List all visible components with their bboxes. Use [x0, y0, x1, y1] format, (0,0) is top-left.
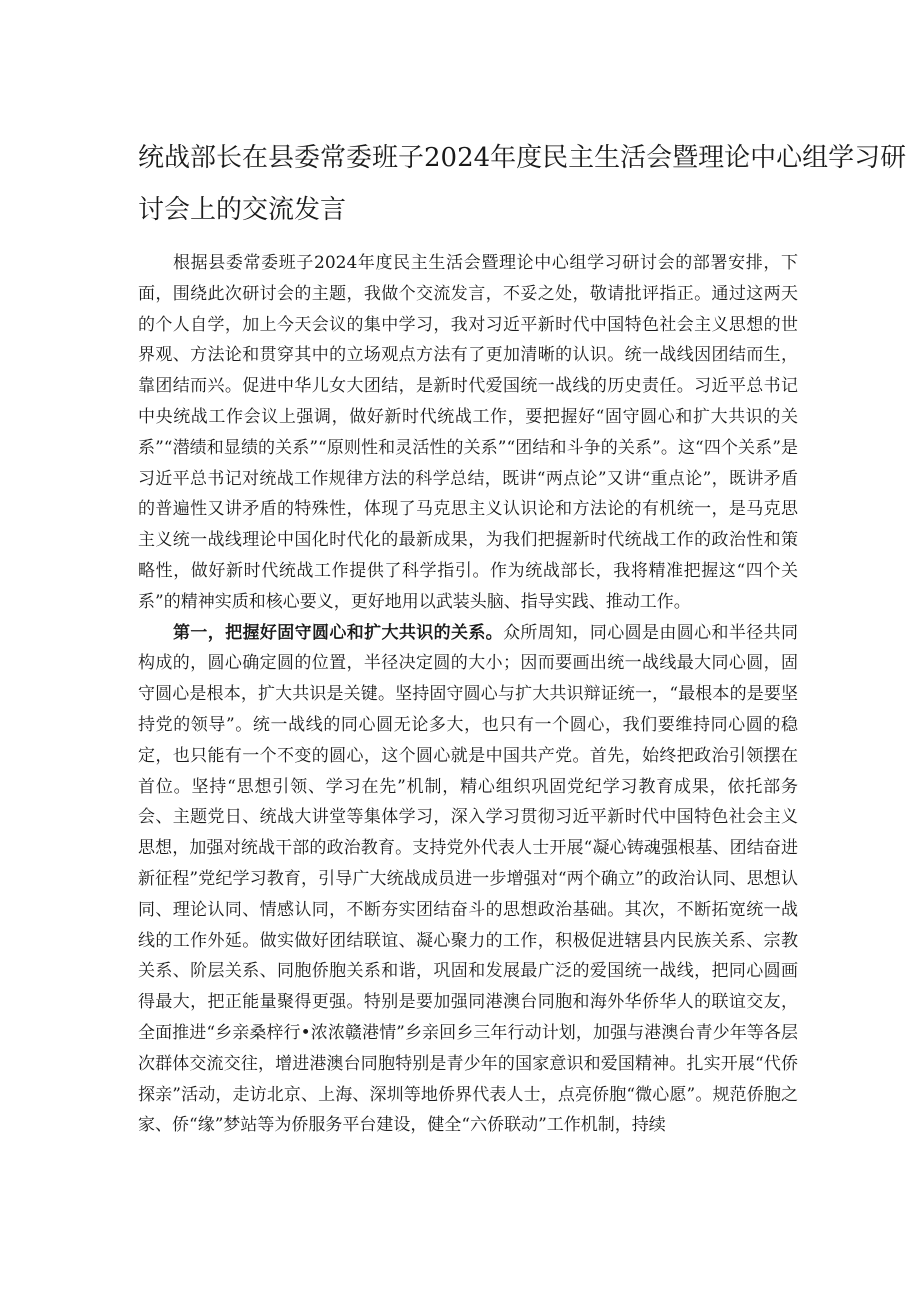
document-body	[138, 248, 798, 1141]
paragraph-text: 众所周知，同心圆是由圆心和半径共同构成的，圆心确定圆的位置，半径决定圆的大小；因而要画出统一战线最大同心圆，固守圆心是根本，扩大共识是关键。坚持固守圆心与扩大共识辩证统一，“最根本的是要坚持党的领导”。统一战线的同心圆无论多大，也只有一个圆心，我们要维持同心圆的稳定，也只能有一个不变的圆心，这个圆心就是中国共产党。首先，始终把政治引领摆在首位。坚持“思想引领、学习在先”机制，精心组织巩固党纪学习教育成果，依托部务会、主题党日、统战大讲堂等集体学习，深入学习贯彻习近平新时代中国特色社会主义思想，加强对统战干部的政治教育。支持党外代表人士开展“凝心铸魂强根基、团结奋进新征程”党纪学习教育，引导广大统战成员进一步增强对“两个确立”的政治认同、思想认同、理论认同、情感认同，不断夯实团结奋斗的思想政治基础。其次，不断拓宽统一战线的工作外延。做实做好团结联谊、凝心聚力的工作，积极促进辖县内民族关系、宗教关系、阶层关系、同胞侨胞关系和谐，巩固和发展最广泛的爱国统一战线，把同心圆画得最大，把正能量聚得更强。特别是要加强同港澳台同胞和海外华侨华人的联谊交友，全面推进“乡亲桑梓行•浓浓赣港情”乡亲回乡三年行动计划，加强与港澳台青少年等各层次群体交流交往，增进港澳台同胞特别是青少年的国家意识和爱国精神。扎实开展“代侨探亲”活动，走访北京、上海、深圳等地侨界代表人士，点亮侨胞“微心愿”。规范侨胞之家、侨“缘”梦站等为侨服务平台建设，健全“六侨联动”工作机制，持续	[138, 622, 799, 1136]
paragraph-text: 根据县委常委班子2024年度民主生活会暨理论中心组学习研讨会的部署安排，下面，围绕此次研讨会的主题，我做个交流发言，不妥之处，敬请批评指正。通过这两天的个人自学，加上今天会议的集中学习，我对习近平新时代中国特色社会主义思想的世界观、方法论和贯穿其中的立场观点方法有了更加清晰的认识。统一战线因团结而生，靠团结而兴。促进中华儿女大团结，是新时代爱国统一战线的历史责任。习近平总书记中央统战工作会议上强调，做好新时代统战工作，要把握好“固守圆心和扩大共识的关系”“潜绩和显绩的关系”“原则性和灵活性的关系”“团结和斗争的关系”。这“四个关系”是习近平总书记对统战工作规律方法的科学总结，既讲“两点论”又讲“重点论”，既讲矛盾的普遍性又讲矛盾的特殊性，体现了马克思主义认识论和方法论的有机统一，是马克思主义统一战线理论中国化时代化的最新成果，为我们把握新时代统战工作的政治性和策略性，做好新时代统战工作提供了科学指引。作为统战部长，我将精准把握这“四个关系”的精神实质和核心要义，更好地用以武装头脑、指导实践、推动工作。	[138, 253, 798, 612]
paragraph-lead: 第一，把握好固守圆心和扩大共识的关系。	[173, 622, 504, 643]
document-title-line-2: 讨会上的交流发言	[138, 195, 347, 225]
document-title-line-1: 统战部长在县委常委班子2024年度民主生活会暨理论中心组学习研	[138, 143, 907, 173]
paragraph-intro	[138, 248, 798, 618]
paragraph-first-point	[138, 618, 798, 1142]
